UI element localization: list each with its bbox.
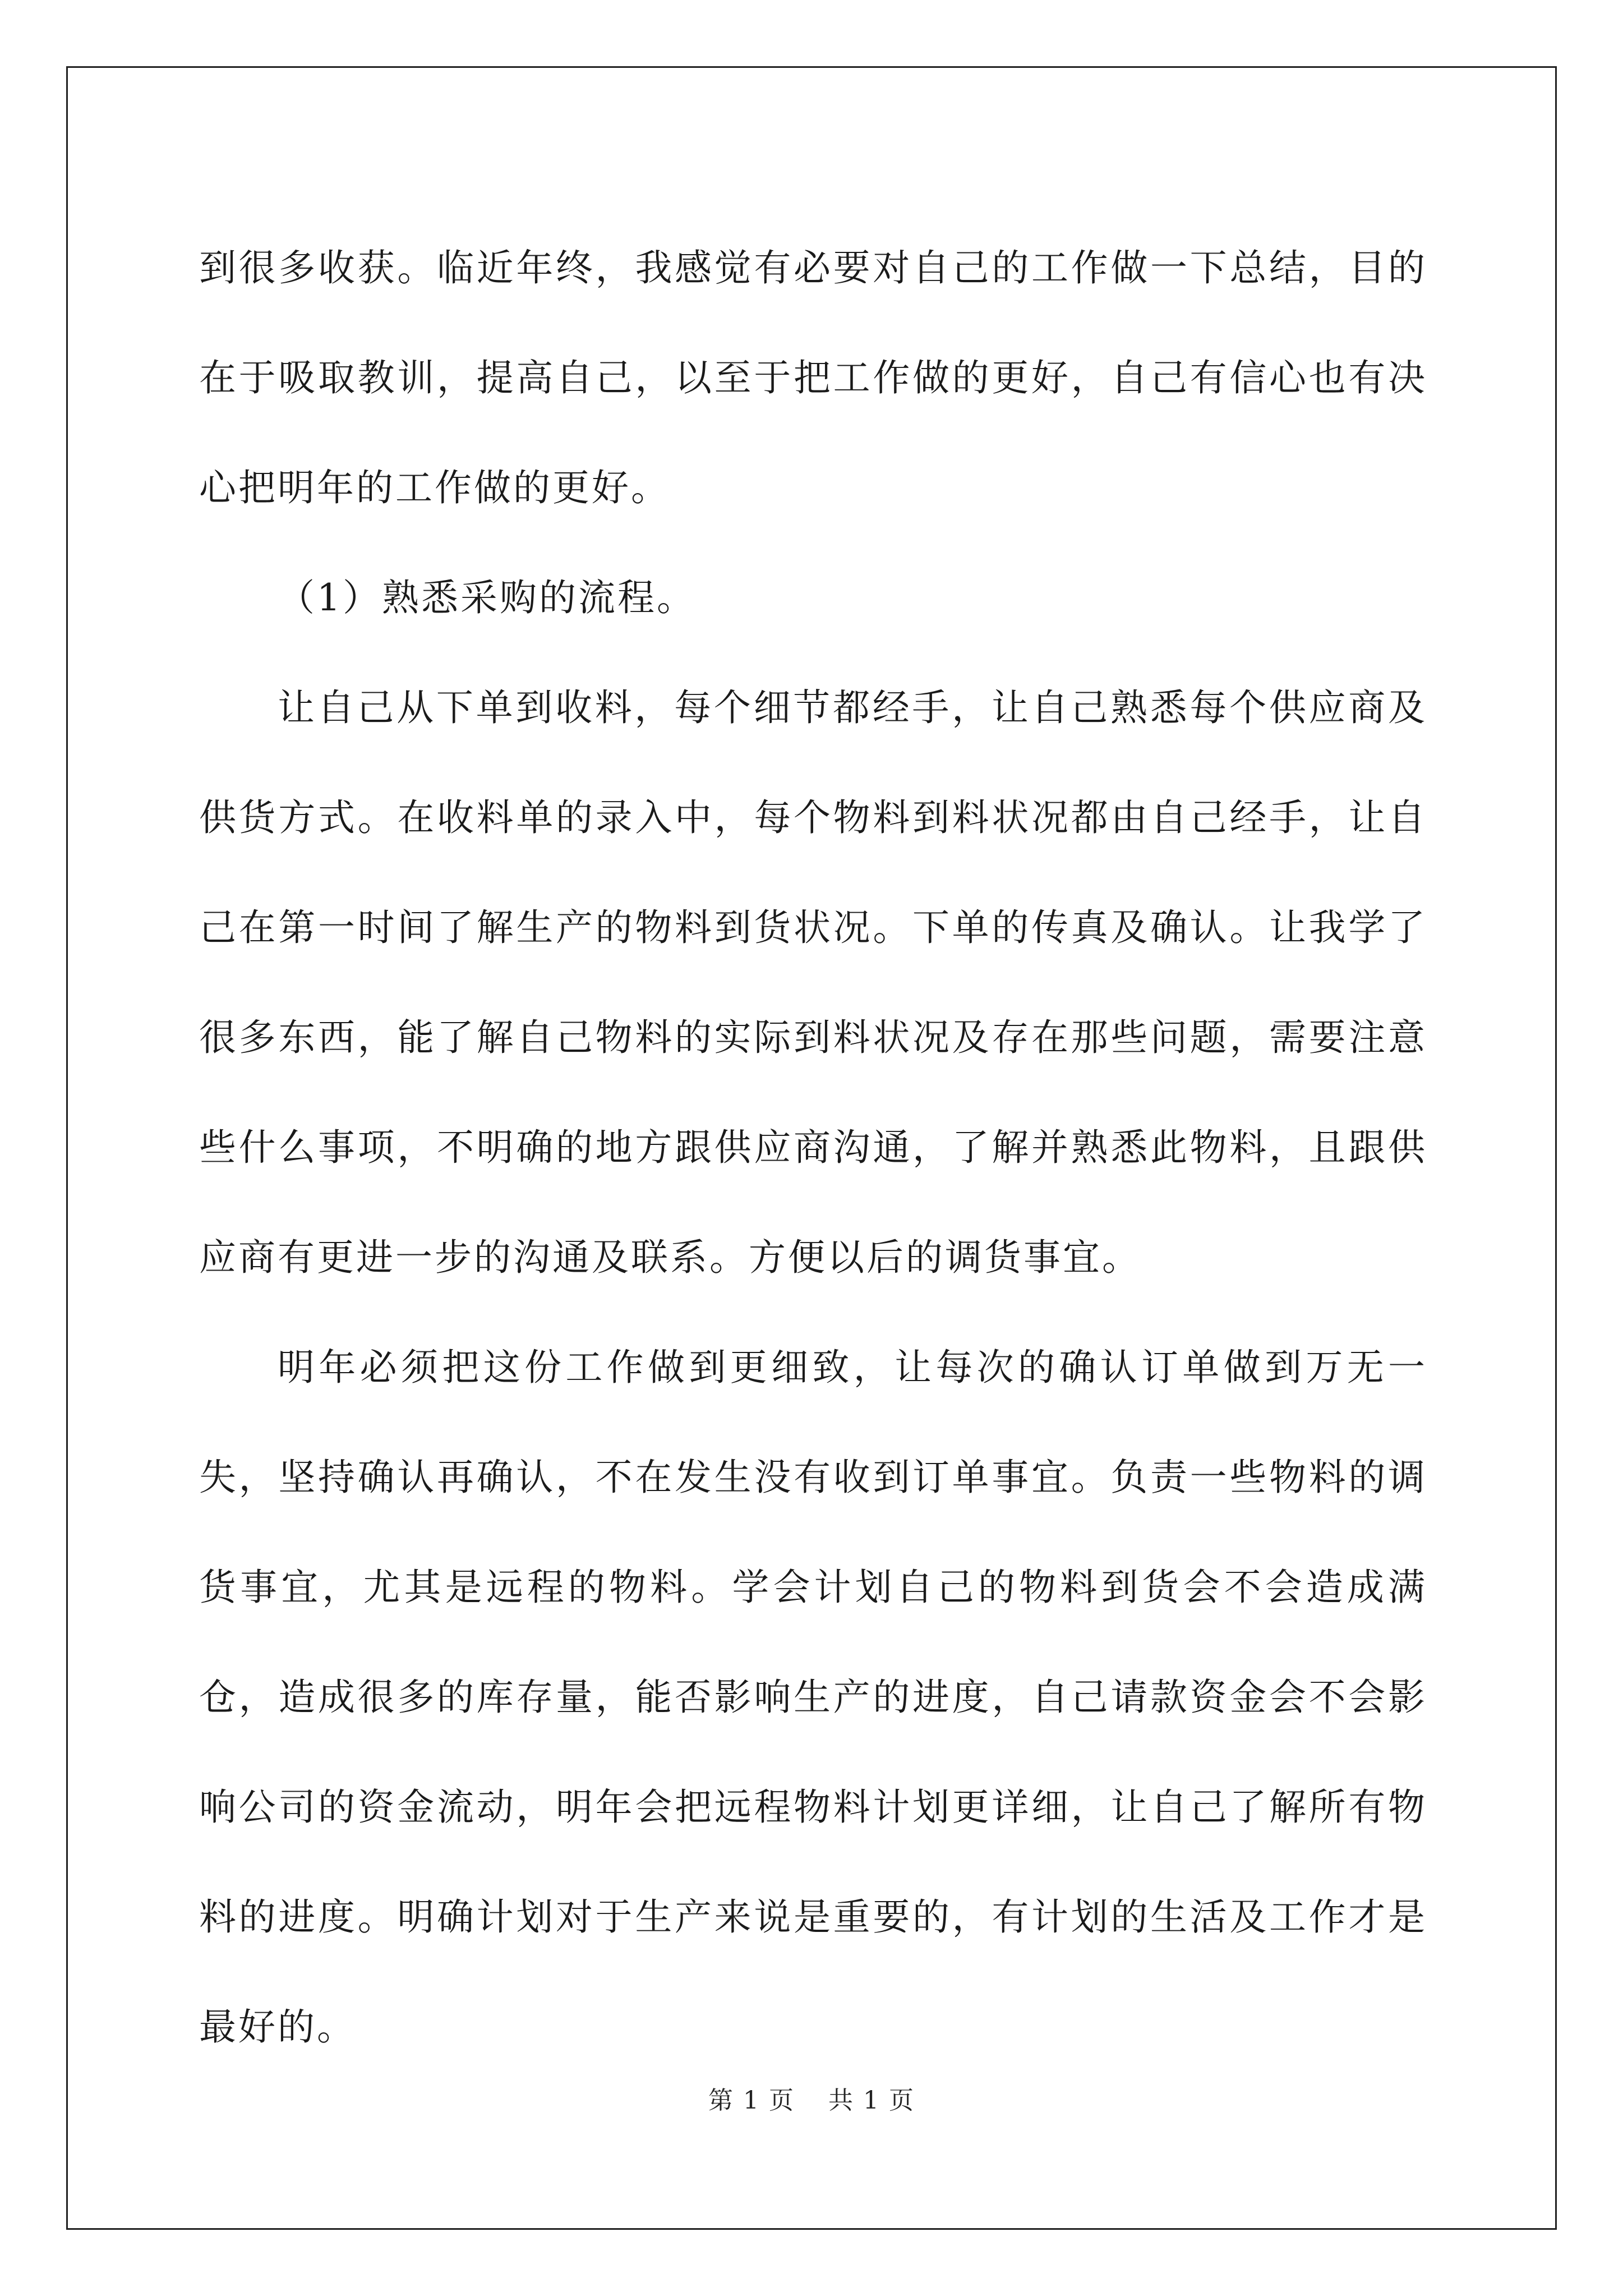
paragraph-body: 明年必须把这份工作做到更细致，让每次的确认订单做到万无一失，坚持确认再确认，不在发生没有收到订单事宜。负责一些物料的调货事宜，尤其是远程的物料。学会计划自己的物料到货会不会造成满仓，造成很多的库存量，能否影响生产的进度，自己请款资金会不会影响公司的资金流动，明年会把远程物料计划更详细，让自己了解所有物料的进度。明确计划对于生产来说是重要的，有计划的生活及工作才是最好的。 [199, 1346, 1427, 2049]
document-body [199, 213, 1427, 2082]
page-number: 第 1 页 [708, 2086, 795, 2115]
page-total: 共 1 页 [828, 2086, 915, 2115]
paragraph-body: 让自己从下单到收料，每个细节都经手，让自己熟悉每个供应商及供货方式。在收料单的录入中，每个物料到料状况都由自己经手，让自己在第一时间了解生产的物料到货状况。下单的传真及确认。让我学了很多东西，能了解自己物料的实际到料状况及存在那些问题，需要注意些什么事项，不明确的地方跟供应商沟通，了解并熟悉此物料，且跟供应商有更进一步的沟通及联系。方便以后的调货事宜。 [199, 686, 1427, 1279]
paragraph-continuation: 到很多收获。临近年终，我感觉有必要对自己的工作做一下总结，目的在于吸取教训，提高自己，以至于把工作做的更好，自己有信心也有决心把明年的工作做的更好。 [199, 246, 1427, 509]
page-footer [0, 2084, 1623, 2118]
paragraph-heading: （1）熟悉采购的流程。 [278, 576, 696, 619]
